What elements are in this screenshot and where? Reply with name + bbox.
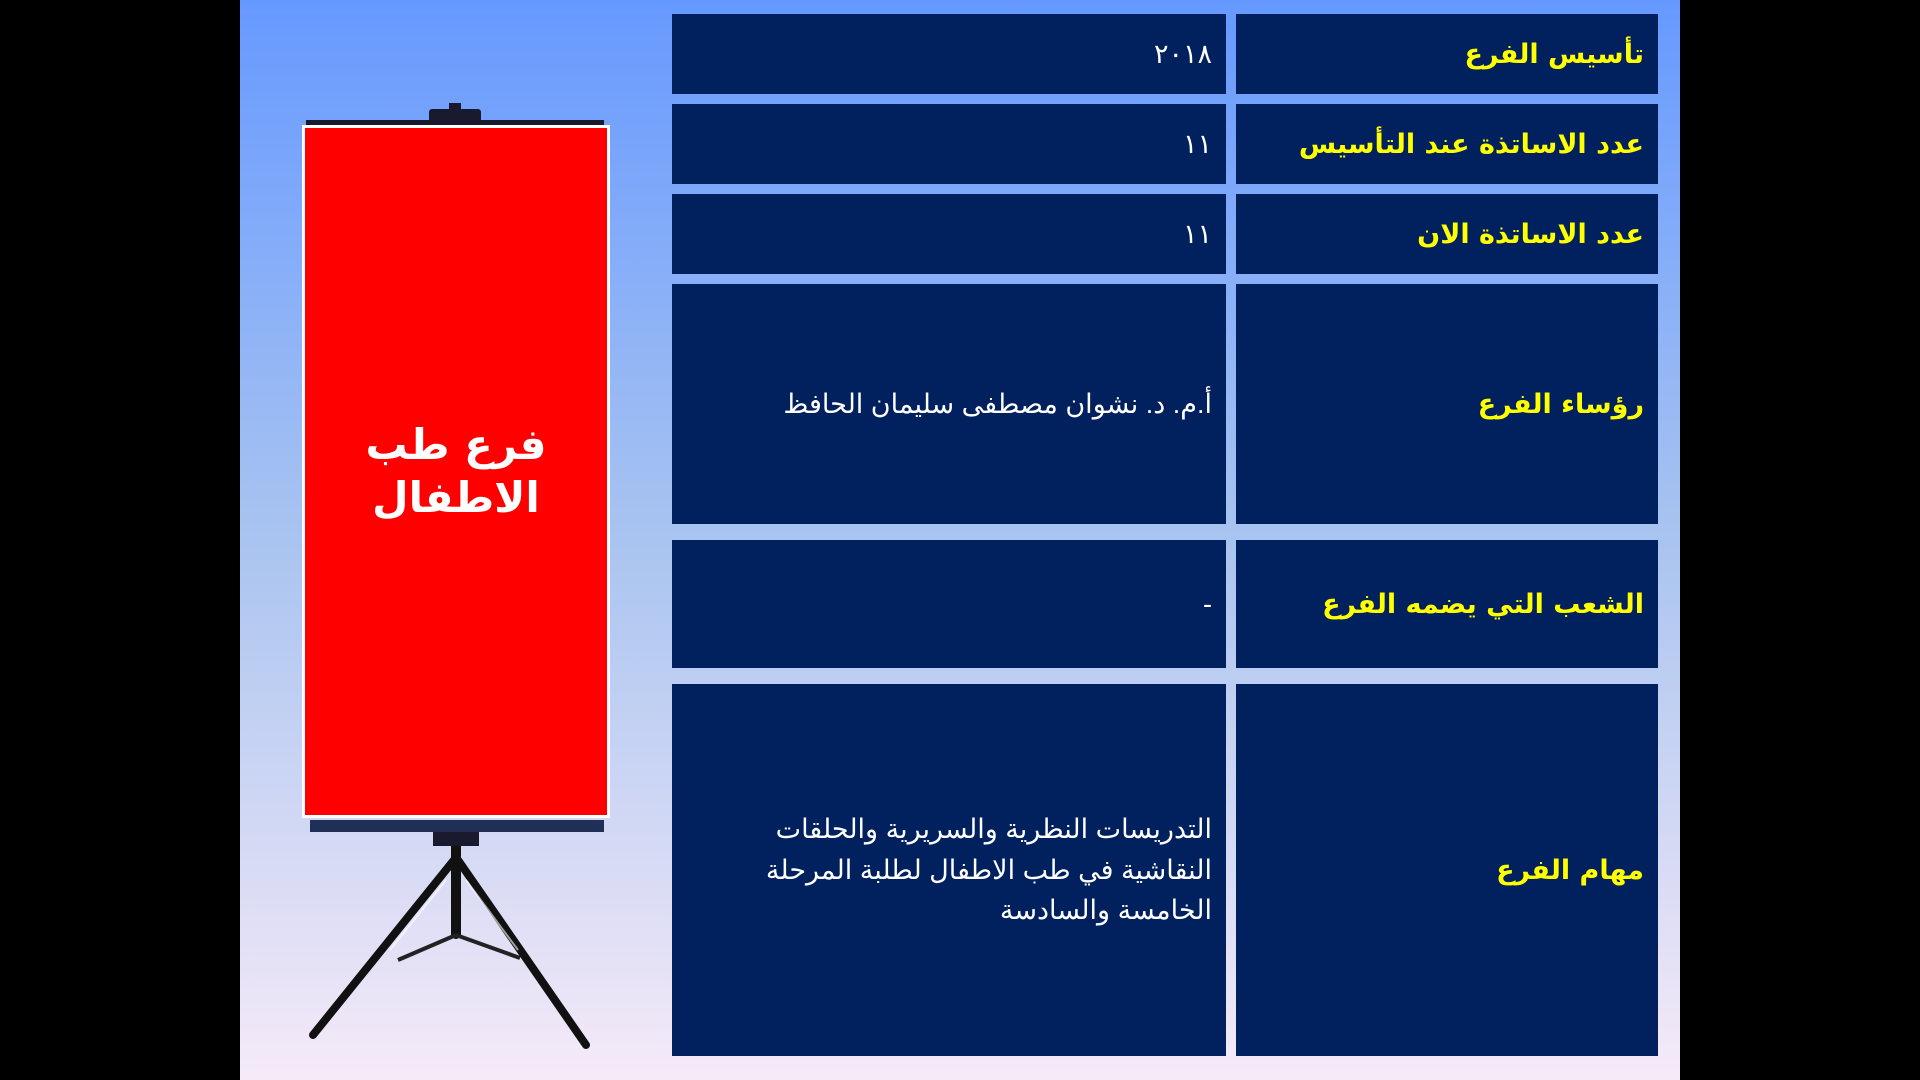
row-value: ١١: [1182, 218, 1212, 249]
stand-leg-right: [458, 860, 586, 1045]
table-label-cell: [1236, 540, 1658, 668]
row-label: رؤساء الفرع: [1477, 388, 1644, 420]
banner-title: فرع طب الاطفال: [365, 420, 547, 522]
table-value-cell: [672, 684, 1226, 1056]
table-value-cell: [672, 194, 1226, 274]
table-value-cell: [672, 14, 1226, 94]
stand-top-clip: [429, 109, 481, 123]
table-row: [672, 540, 1670, 668]
table-row: [672, 284, 1670, 524]
table-label-cell: [1236, 284, 1658, 524]
table-row: [672, 14, 1670, 94]
banner: [302, 125, 610, 818]
table-label-cell: [1236, 104, 1658, 184]
row-label: الشعب التي يضمه الفرع: [1322, 588, 1644, 620]
table-row: [672, 194, 1670, 274]
row-value: -: [1203, 588, 1212, 619]
row-value: أ.م. د. نشوان مصطفى سليمان الحافظ: [783, 388, 1212, 419]
table-row: [672, 684, 1670, 1056]
row-label: مهام الفرع: [1496, 854, 1644, 886]
stand-leg-left-highlight: [390, 880, 446, 950]
stand-mount: [433, 832, 479, 846]
row-value: ١١: [1182, 128, 1212, 159]
table-value-cell: [672, 104, 1226, 184]
table-row: [672, 104, 1670, 184]
table-value-cell: [672, 540, 1226, 668]
info-table: [672, 14, 1670, 1058]
stand-brace-left: [398, 935, 456, 960]
stand-bottom-bar: [310, 820, 604, 832]
table-label-cell: [1236, 194, 1658, 274]
row-label: عدد الاساتذة عند التأسيس: [1298, 128, 1644, 160]
row-value: ٢٠١٨: [1153, 38, 1212, 69]
stand-top-knob: [449, 103, 461, 111]
table-value-cell: [672, 284, 1226, 524]
slide: [240, 0, 1680, 1080]
stand-leg-left: [313, 860, 454, 1035]
row-value: التدريسات النظرية والسريرية والحلقات النقاشية في طب الاطفال لطلبة المرحلة الخامسة والسادسة: [765, 814, 1212, 926]
row-label: تأسيس الفرع: [1464, 38, 1644, 70]
row-label: عدد الاساتذة الان: [1417, 218, 1644, 250]
table-label-cell: [1236, 684, 1658, 1056]
table-label-cell: [1236, 14, 1658, 94]
